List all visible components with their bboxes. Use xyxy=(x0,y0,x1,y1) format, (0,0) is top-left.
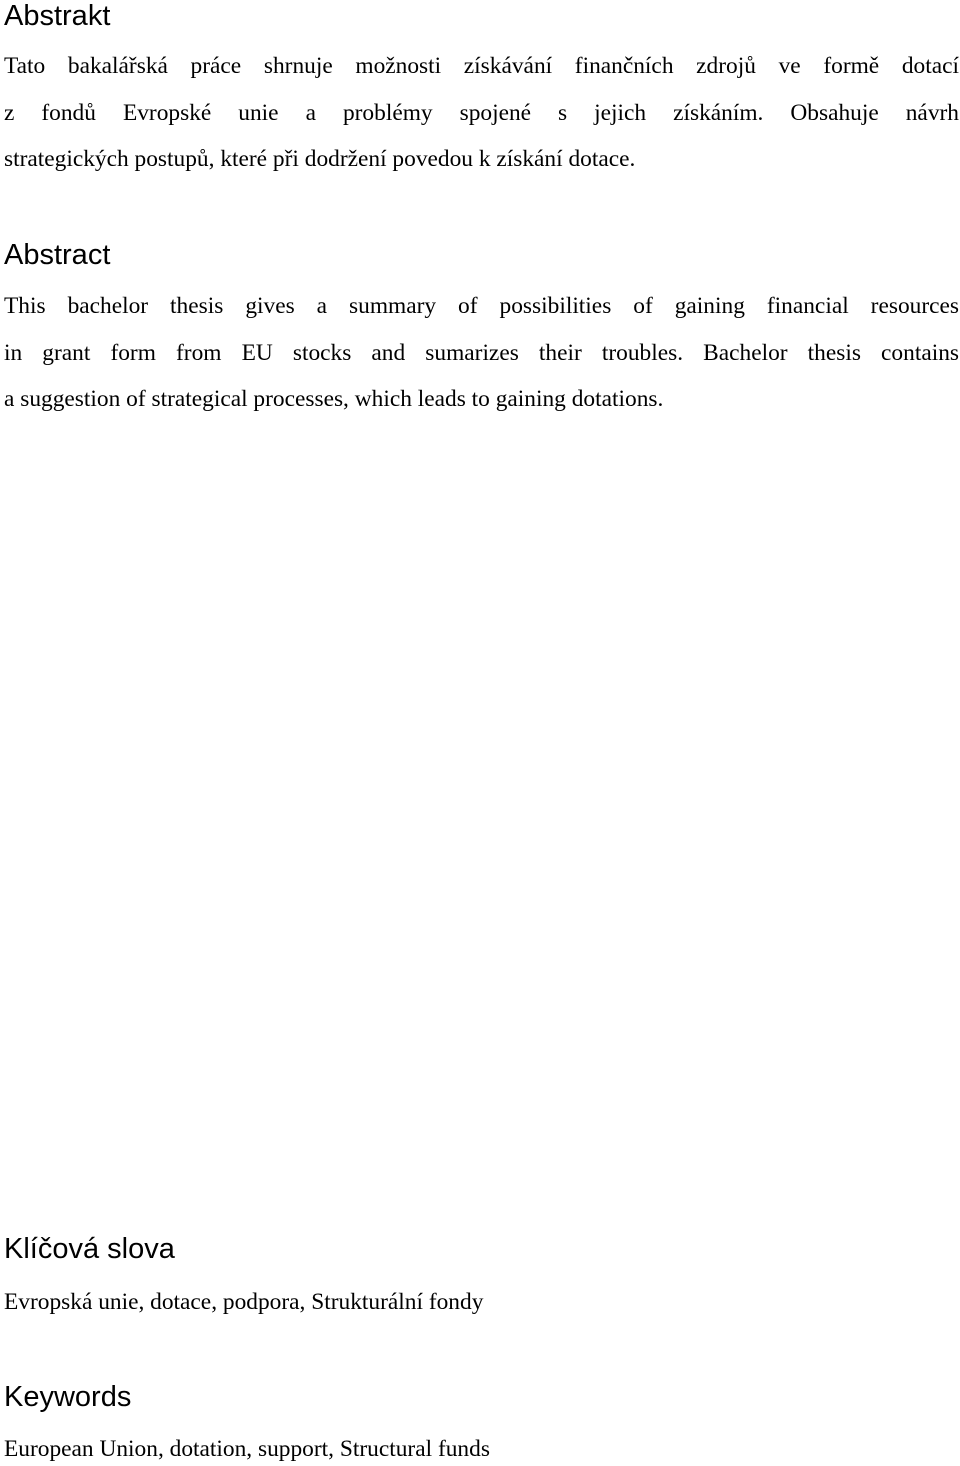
abstrakt-line: z fondů Evropské unie a problémy spojené s jejich získáním. Obsahuje návrh xyxy=(4,99,959,126)
abstract-line: a suggestion of strategical processes, which leads to gaining dotations. xyxy=(4,386,664,412)
abstrakt-heading: Abstrakt xyxy=(4,0,111,32)
abstract-heading: Abstract xyxy=(4,239,111,271)
klicova-slova-heading: Klíčová slova xyxy=(4,1233,175,1265)
abstrakt-line: Tato bakalářská práce shrnuje možnosti získávání finančních zdrojů ve formě dotací xyxy=(4,53,959,79)
klicova-slova-text: Evropská unie, dotace, podpora, Strukturální fondy xyxy=(4,1289,484,1315)
keywords-heading: Keywords xyxy=(4,1381,132,1413)
abstract-line: in grant form from EU stocks and sumarizes their troubles. Bachelor thesis contains xyxy=(4,339,959,366)
abstrakt-paragraph xyxy=(4,43,959,183)
keywords-text: European Union, dotation, support, Structural funds xyxy=(4,1436,490,1462)
abstract-paragraph xyxy=(4,283,959,423)
abstrakt-line: strategických postupů, které při dodržení povedou k získání dotace. xyxy=(4,146,636,172)
abstract-line: This bachelor thesis gives a summary of possibilities of gaining financial resources xyxy=(4,293,959,319)
